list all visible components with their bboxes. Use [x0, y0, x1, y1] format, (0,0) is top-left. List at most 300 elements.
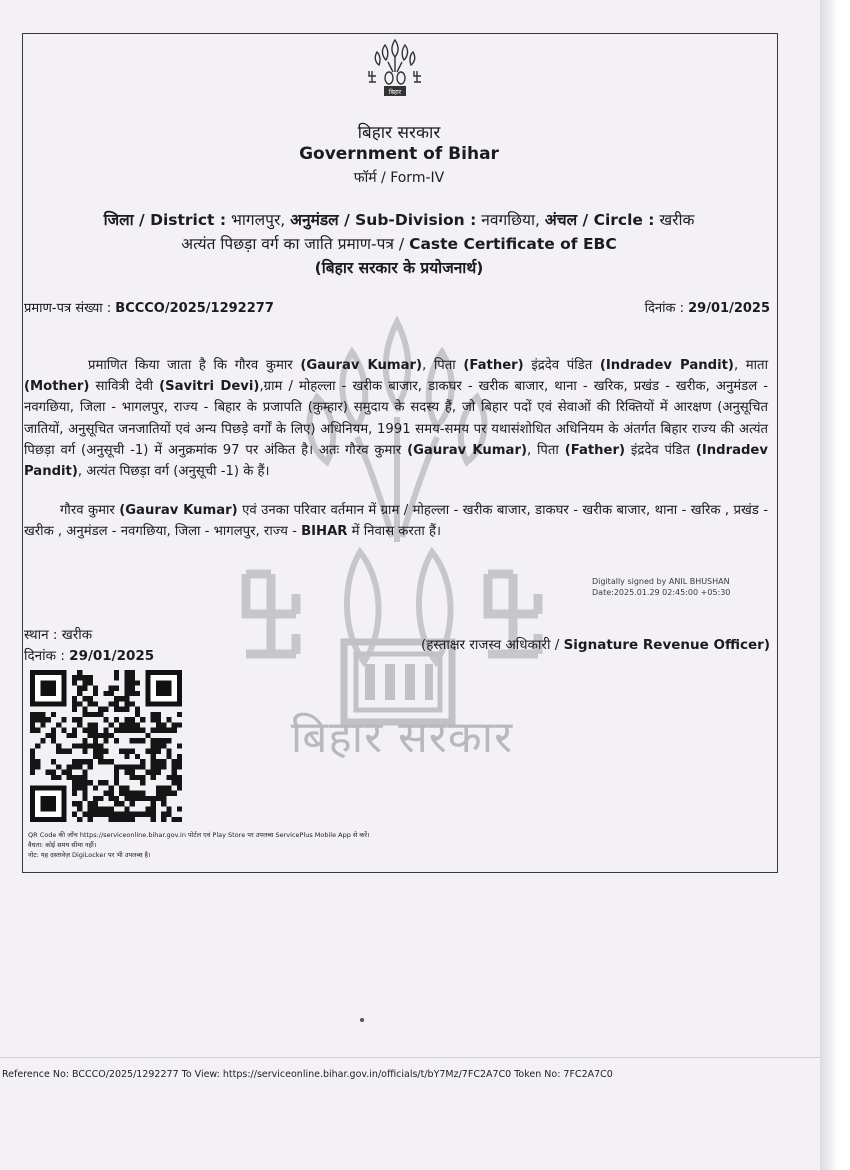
qr-module: [40, 722, 45, 727]
hindi-title: बिहार सरकार: [357, 123, 441, 143]
qr-module: [130, 691, 135, 696]
qr-module: [151, 775, 156, 780]
qr-module: [161, 785, 166, 790]
qr-module: [151, 749, 156, 754]
qr-module: [140, 717, 145, 722]
qr-module: [93, 701, 98, 706]
qr-module: [145, 812, 150, 817]
qr-module: [56, 743, 61, 748]
place-label: स्थान :: [24, 627, 58, 643]
form-label: फॉर्म / Form-IV: [353, 170, 445, 186]
qr-module: [161, 764, 166, 769]
qr-module: [135, 754, 140, 759]
qr-module: [93, 785, 98, 790]
qr-module: [51, 770, 56, 775]
qr-module: [172, 817, 177, 822]
qr-module: [114, 817, 119, 822]
qr-module: [156, 759, 161, 764]
qr-module: [140, 780, 145, 785]
qr-module: [67, 749, 72, 754]
qr-module: [177, 754, 182, 759]
qr-module: [77, 675, 82, 680]
qr-module: [161, 722, 166, 727]
qr-module: [114, 770, 119, 775]
subdivision-label: अनुमंडल / Sub-Division :: [290, 211, 477, 229]
qr-module: [88, 817, 93, 822]
qr-module: [130, 701, 135, 706]
qr-module: [93, 812, 98, 817]
qr-module: [119, 812, 124, 817]
signature-revenue-officer: [421, 635, 770, 653]
qr-module: [82, 738, 87, 743]
qr-module: [88, 722, 93, 727]
qr-module: [114, 686, 119, 691]
qr-module: [30, 749, 35, 754]
reference-line[interactable]: Reference No: BCCCO/2025/1292277 To View: https://serviceonline.bihar.gov.in/officials/t/bY7Mz/7FC2A7C0 Token No: 7FC2A7C0: [2, 1069, 613, 1080]
qr-module: [161, 743, 166, 748]
qr-module: [140, 791, 145, 796]
qr-module: [88, 680, 93, 685]
qr-module: [145, 749, 150, 754]
qr-module: [161, 812, 166, 817]
qr-module: [103, 717, 108, 722]
qr-module: [114, 796, 119, 801]
qr-module: [124, 701, 129, 706]
qr-module: [30, 764, 35, 769]
qr-module: [172, 764, 177, 769]
circle-value: खरीक: [659, 211, 695, 229]
qr-module: [98, 754, 103, 759]
qr-module: [119, 749, 124, 754]
qr-module: [156, 749, 161, 754]
qr-module: [93, 754, 98, 759]
page-edge: [820, 0, 850, 1170]
qr-module: [135, 680, 140, 685]
qr-module: [124, 812, 129, 817]
qr-module: [35, 728, 40, 733]
qr-module: [77, 759, 82, 764]
qr-module: [82, 812, 87, 817]
qr-module: [82, 749, 87, 754]
qr-module: [72, 675, 77, 680]
watermark-text: बिहार सरकार: [290, 712, 514, 763]
certificate-number: [24, 298, 274, 316]
qr-module: [56, 764, 61, 769]
qr-module: [114, 701, 119, 706]
qr-module: [151, 717, 156, 722]
qr-module: [124, 722, 129, 727]
place: [24, 625, 92, 643]
qr-module: [135, 775, 140, 780]
qr-module: [88, 696, 93, 701]
qr-module: [93, 722, 98, 727]
qr-module: [88, 806, 93, 811]
qr-module: [156, 728, 161, 733]
qr-module: [130, 775, 135, 780]
qr-module: [156, 791, 161, 796]
qr-module: [119, 707, 124, 712]
qr-note-digilocker: नोट: यह दस्तावेज़ DigiLocker पर भी उपलब्ध है।: [28, 851, 151, 859]
qr-module: [130, 670, 135, 675]
qr-module: [151, 759, 156, 764]
qr-module: [72, 717, 77, 722]
qr-module: [130, 801, 135, 806]
qr-module: [103, 791, 108, 796]
qr-module: [166, 806, 171, 811]
qr-module: [161, 791, 166, 796]
qr-module: [124, 791, 129, 796]
qr-module: [35, 717, 40, 722]
qr-module: [119, 696, 124, 701]
qr-module: [151, 754, 156, 759]
qr-module: [124, 749, 129, 754]
qr-module: [177, 759, 182, 764]
qr-module: [103, 691, 108, 696]
certificate-body-paragraph-2: गौरव कुमार (Gaurav Kumar) एवं उनका परिवार वर्तमान में ग्राम / मोहल्ला - खरीक बाजार, डाकघर - खरीक बाजार, थाना - खरिक , प्रखंड - खरीक , अनुमंडल - नवगछिया, जिला - भागलपुर, राज्य - BIHAR में निवास करता हैं।: [24, 503, 769, 540]
qr-module: [172, 770, 177, 775]
qr-module: [35, 764, 40, 769]
qr-module: [124, 806, 129, 811]
qr-module: [93, 806, 98, 811]
qr-module: [98, 733, 103, 738]
qr-module: [77, 764, 82, 769]
qr-module: [161, 817, 166, 822]
qr-module: [119, 722, 124, 727]
qr-module: [98, 759, 103, 764]
qr-module: [61, 717, 66, 722]
qr-module: [119, 817, 124, 822]
qr-module: [177, 785, 182, 790]
qr-module: [30, 770, 35, 775]
qr-module: [82, 675, 87, 680]
qr-module: [166, 717, 171, 722]
qr-module: [109, 806, 114, 811]
qr-module: [67, 764, 72, 769]
qr-module: [72, 801, 77, 806]
qr-module: [77, 817, 82, 822]
certificate-body-paragraph-1: प्रमाणित किया जाता है कि गौरव कुमार (Gaurav Kumar), पिता (Father) इंद्रदेव पंडित (Indradev Pandit), माता (Mother) सावित्री देवी (Savitri Devi),ग्राम / मोहल्ला - खरीक बाजार, डाकघर - खरीक बाजार, थाना - खरिक, प्रखंड - खरीक, अनुमंडल - नवगछिया, जिला - भागलपुर, राज्य - बिहार के प्रजापति (कुम्हार) समुदाय के सदस्य हैं, जो बिहार पदों एवं सेवाओं की रिक्तियों में आरक्षण (अनुसूचित जातियों, अनुसूचित जनजातियों एवं अन्य पिछड़े वर्गों के लिए) अधिनियम, 1991 समय-समय पर यथासंशोधित अधिनियम के अंतर्गत बिहार राज्य की अत्यंत पिछड़ा वर्ग (अनुसूची -1) में अनुक्रमांक 97 पर अंकित है। अतः गौरव कुमार (Gaurav Kumar), पिता (Father) इंद्रदेव पंडित (Indradev Pandit), अत्यंत पिछड़ा वर्ग (अनुसूची -1) के हैं।: [24, 358, 768, 480]
qr-module: [177, 712, 182, 717]
qr-module: [46, 770, 51, 775]
location-line: [22, 208, 776, 230]
qr-finder: [40, 680, 56, 696]
qr-module: [156, 717, 161, 722]
qr-module: [135, 707, 140, 712]
qr-module: [82, 728, 87, 733]
qr-module: [72, 764, 77, 769]
qr-module: [124, 707, 129, 712]
qr-module: [135, 812, 140, 817]
qr-module: [114, 775, 119, 780]
qr-module: [166, 728, 171, 733]
qr-module: [93, 749, 98, 754]
signature-label-english: Signature Revenue Officer): [563, 637, 770, 653]
qr-module: [161, 796, 166, 801]
qr-module: [119, 791, 124, 796]
qr-module: [130, 817, 135, 822]
place-date-value: 29/01/2025: [69, 648, 155, 664]
qr-module: [77, 701, 82, 706]
qr-module: [140, 759, 145, 764]
qr-module: [93, 743, 98, 748]
qr-module: [46, 733, 51, 738]
qr-module: [114, 738, 119, 743]
qr-module: [98, 806, 103, 811]
qr-module: [135, 796, 140, 801]
qr-module: [156, 738, 161, 743]
qr-module: [151, 712, 156, 717]
qr-module: [172, 780, 177, 785]
qr-module: [109, 759, 114, 764]
qr-module: [88, 759, 93, 764]
qr-module: [151, 801, 156, 806]
qr-module: [98, 780, 103, 785]
qr-module: [88, 675, 93, 680]
qr-module: [124, 785, 129, 790]
qr-module: [124, 770, 129, 775]
qr-module: [119, 728, 124, 733]
qr-module: [51, 738, 56, 743]
qr-module: [124, 754, 129, 759]
qr-module: [82, 785, 87, 790]
qr-module: [130, 717, 135, 722]
qr-module: [61, 728, 66, 733]
qr-module: [177, 764, 182, 769]
qr-module: [135, 691, 140, 696]
qr-module: [140, 728, 145, 733]
qr-module: [56, 722, 61, 727]
qr-module: [109, 733, 114, 738]
qr-module: [82, 780, 87, 785]
qr-module: [177, 780, 182, 785]
qr-module: [151, 764, 156, 769]
qr-module: [156, 764, 161, 769]
qr-module: [103, 749, 108, 754]
qr-module: [40, 738, 45, 743]
qr-module: [161, 728, 166, 733]
qr-module: [114, 780, 119, 785]
qr-module: [161, 738, 166, 743]
qr-module: [93, 712, 98, 717]
qr-module: [161, 801, 166, 806]
qr-module: [72, 696, 77, 701]
qr-module: [124, 728, 129, 733]
qr-module: [82, 686, 87, 691]
qr-module: [130, 764, 135, 769]
qr-module: [114, 812, 119, 817]
qr-module: [119, 801, 124, 806]
qr-module: [72, 707, 77, 712]
qr-code[interactable]: [30, 670, 182, 822]
qr-module: [114, 696, 119, 701]
qr-module: [88, 801, 93, 806]
qr-module: [172, 791, 177, 796]
qr-module: [72, 743, 77, 748]
qr-module: [135, 712, 140, 717]
qr-module: [82, 770, 87, 775]
qr-module: [130, 791, 135, 796]
qr-module: [166, 754, 171, 759]
qr-module: [72, 680, 77, 685]
qr-module: [93, 801, 98, 806]
qr-module: [145, 770, 150, 775]
qr-module: [109, 701, 114, 706]
place-date-label: दिनांक :: [24, 648, 65, 664]
qr-module: [82, 775, 87, 780]
qr-module: [77, 670, 82, 675]
issue-date: [645, 298, 770, 316]
qr-module: [77, 717, 82, 722]
qr-module: [172, 728, 177, 733]
qr-module: [30, 754, 35, 759]
qr-module: [82, 707, 87, 712]
qr-module: [88, 712, 93, 717]
qr-module: [61, 770, 66, 775]
qr-module: [72, 785, 77, 790]
qr-module: [114, 670, 119, 675]
qr-module: [130, 796, 135, 801]
qr-module: [88, 728, 93, 733]
qr-module: [98, 743, 103, 748]
qr-module: [166, 738, 171, 743]
qr-module: [98, 812, 103, 817]
qr-module: [145, 806, 150, 811]
qr-module: [114, 675, 119, 680]
qr-module: [130, 738, 135, 743]
qr-module: [93, 733, 98, 738]
qr-module: [114, 717, 119, 722]
qr-module: [103, 806, 108, 811]
qr-module: [88, 764, 93, 769]
qr-module: [88, 733, 93, 738]
qr-module: [103, 780, 108, 785]
qr-module: [151, 743, 156, 748]
qr-module: [30, 712, 35, 717]
qr-note-verify: QR Code की जाँच https://serviceonline.bihar.gov.in पोर्टल एवं Play Store पर उपलब्ध ServicePlus Mobile App से करें।: [28, 831, 370, 839]
qr-module: [124, 817, 129, 822]
qr-module: [56, 775, 61, 780]
qr-module: [177, 817, 182, 822]
qr-module: [177, 775, 182, 780]
qr-module: [82, 743, 87, 748]
qr-module: [51, 728, 56, 733]
qr-module: [72, 733, 77, 738]
qr-module: [124, 686, 129, 691]
qr-module: [124, 796, 129, 801]
qr-module: [124, 691, 129, 696]
qr-module: [166, 791, 171, 796]
certificate-title: [22, 232, 776, 254]
qr-module: [103, 759, 108, 764]
qr-module: [124, 764, 129, 769]
digital-signature-date: Date:2025.01.29 02:45:00 +05:30: [592, 588, 731, 597]
qr-module: [124, 696, 129, 701]
qr-module: [135, 722, 140, 727]
certificate-number-value: BCCCO/2025/1292277: [115, 301, 274, 316]
qr-module: [109, 686, 114, 691]
qr-module: [51, 759, 56, 764]
qr-module: [130, 749, 135, 754]
bihar-emblem-icon: [366, 38, 424, 98]
qr-module: [88, 812, 93, 817]
qr-module: [35, 712, 40, 717]
qr-module: [151, 796, 156, 801]
qr-module: [172, 722, 177, 727]
qr-module: [114, 764, 119, 769]
qr-module: [77, 775, 82, 780]
qr-module: [124, 675, 129, 680]
certificate-title-english: Caste Certificate of EBC: [409, 235, 617, 253]
qr-module: [114, 728, 119, 733]
qr-module: [82, 680, 87, 685]
qr-module: [166, 749, 171, 754]
qr-module: [61, 749, 66, 754]
qr-module: [67, 775, 72, 780]
qr-module: [177, 722, 182, 727]
qr-module: [72, 791, 77, 796]
qr-module: [109, 817, 114, 822]
qr-module: [93, 691, 98, 696]
qr-module: [98, 712, 103, 717]
subdivision-value: नवगछिया,: [481, 211, 540, 229]
district-value: भागलपुर,: [231, 211, 286, 229]
qr-module: [109, 722, 114, 727]
qr-module: [103, 738, 108, 743]
qr-module: [103, 812, 108, 817]
qr-module: [35, 759, 40, 764]
qr-module: [77, 691, 82, 696]
qr-module: [140, 764, 145, 769]
qr-module: [77, 722, 82, 727]
issue-date-value: 29/01/2025: [688, 301, 770, 316]
place-date: [24, 646, 154, 664]
qr-module: [82, 791, 87, 796]
qr-module: [166, 785, 171, 790]
digital-signature: [592, 576, 730, 598]
qr-module: [177, 806, 182, 811]
qr-module: [56, 749, 61, 754]
qr-module: [88, 780, 93, 785]
qr-module: [77, 780, 82, 785]
certificate-title-hindi: अत्यंत पिछड़ा वर्ग का जाति प्रमाण-पत्र /: [181, 235, 405, 253]
qr-module: [135, 764, 140, 769]
qr-module: [67, 733, 72, 738]
qr-module: [88, 743, 93, 748]
qr-module: [135, 791, 140, 796]
qr-module: [40, 712, 45, 717]
qr-module: [46, 717, 51, 722]
qr-module: [72, 775, 77, 780]
certificate-purpose: (बिहार सरकार के प्रयोजनार्थ): [314, 259, 484, 277]
qr-module: [103, 733, 108, 738]
qr-module: [151, 738, 156, 743]
qr-module: [151, 812, 156, 817]
qr-module: [114, 801, 119, 806]
qr-module: [77, 743, 82, 748]
qr-module: [130, 686, 135, 691]
qr-module: [151, 817, 156, 822]
qr-module: [166, 775, 171, 780]
qr-module: [130, 728, 135, 733]
qr-module: [67, 770, 72, 775]
qr-module: [130, 770, 135, 775]
qr-module: [156, 770, 161, 775]
digital-signature-signer: Digitally signed by ANIL BHUSHAN: [592, 577, 730, 586]
emblem-label: बिहार: [388, 89, 402, 96]
qr-module: [98, 707, 103, 712]
qr-module: [40, 717, 45, 722]
qr-module: [109, 812, 114, 817]
